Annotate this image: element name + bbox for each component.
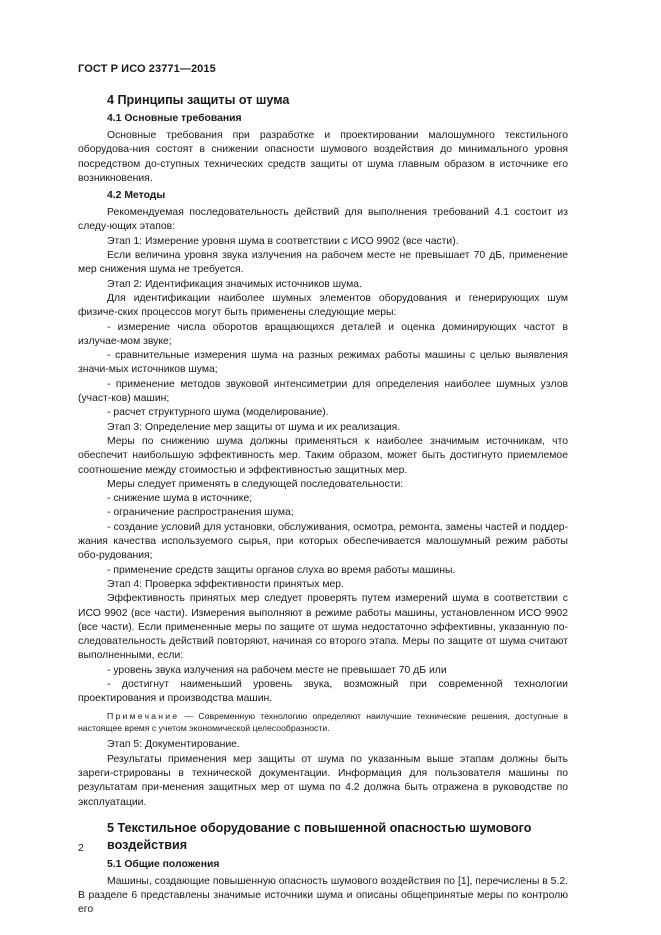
- list-item: - измерение числа оборотов вращающихся деталей и оценка доминирующих частот в излучае-мом звуке;: [78, 321, 568, 347]
- standard-id-header: ГОСТ Р ИСО 23771—2015: [78, 63, 216, 75]
- list-item: - применение методов звуковой интенсиметрии для определения наиболее шумных узлов (участ-ков) машин;: [78, 378, 568, 405]
- list-item: - уровень звука излучения на рабочем месте не превышает 70 дБ или: [107, 664, 447, 676]
- paragraph: Этап 3: Определение мер защиты от шума и их реализация.: [107, 421, 401, 433]
- list-item: - сравнительные измерения шума на разных режимах работы машины с целью выявления значи-мых источников шума;: [78, 350, 568, 376]
- paragraph: Этап 4: Проверка эффективности принятых мер.: [107, 578, 344, 590]
- paragraph: Меры по снижению шума должны применяться к наиболее значимым источникам, что обеспечит наибольшую эффективность мер. Таким образом, может быть достигнуто приемлемое соотношение между стоимостью и эффективностью защитных мер.: [78, 435, 568, 476]
- list-item: - применение средств защиты органов слуха во время работы машины.: [107, 564, 456, 576]
- paragraph: Этап 5: Документирование.: [107, 739, 240, 751]
- list-item: - снижение шума в источнике;: [107, 493, 253, 505]
- section-4-title: 4 Принципы защиты от шума: [107, 93, 290, 107]
- section-5-title-line-1: 5 Текстильное оборудование с повышенной опасностью шумового: [107, 820, 532, 835]
- paragraph: Для идентификации наиболее шумных элементов оборудования и генерирующих шум физиче-ских процессов могут быть применены следующие меры:: [78, 292, 568, 319]
- section-5-title: [107, 820, 568, 854]
- paragraph: Эффективность принятых мер следует проверять путем измерений шума в соответствии с ИСО 9902 (все части). Измерения выполняют в режиме работы машины, установленном ИСО 9902 (все части). Если примененные меры по защите от шума недостаточно эффективны, указанную по-следовательность действий повторяют, начиная со второго этапа. Меры по защите от шума считают выполненными, если:: [78, 593, 568, 662]
- subsection-4-2-title: 4.2 Методы: [107, 190, 166, 202]
- list-item: - расчет структурного шума (моделирование).: [107, 407, 329, 419]
- note-label: Примечание: [107, 710, 180, 721]
- subsection-5-1-title: 5.1 Общие положения: [107, 858, 220, 870]
- note-text: — Современную технологию определяют наилучшие технические решения, доступные в настоящее время с учетом экономической целесообразности.: [78, 710, 568, 733]
- paragraph: Меры следует применять в следующей последовательности:: [107, 478, 404, 490]
- page-content: [78, 92, 568, 918]
- section-5-title-line-2: воздействия: [107, 837, 188, 852]
- paragraph: Результаты применения мер защиты от шума по указанным выше этапам должны быть зареги-стрированы в технической документации. Информация для пользователя машины по результатам при-менения защитных мер от шума по 4.2 должна быть отражена в руководстве по эксплуатации.: [78, 753, 568, 808]
- paragraph: Основные требования при разработке и проектировании малошумного текстильного оборудова-ния состоят в снижении опасности шумового воздействия до минимального уровня посредством до-ступных технических средств защиты от шума главным образом в источнике его возникновения.: [78, 130, 568, 184]
- paragraph: Рекомендуемая последовательность действий для выполнения требований 4.1 состоит из следу-ющих этапов:: [78, 207, 568, 233]
- list-item: - достигнут наименьший уровень звука, возможный при современной технологии проектирования и производства машин.: [78, 678, 568, 705]
- paragraph: Этап 2: Идентификация значимых источников шума.: [107, 278, 362, 290]
- paragraph: Этап 1: Измерение уровня шума в соответствии с ИСО 9902 (все части).: [107, 235, 459, 247]
- list-item: - создание условий для установки, обслуживания, осмотра, ремонта, замены частей и поддер-жания качества используемого сырья, при которых обеспечивается малошумный режим работы обо-рудования;: [78, 521, 568, 562]
- paragraph: Машины, создающие повышенную опасность шумового воздействия по [1], перечислены в 5.2. В разделе 6 представлены значимые источники шума и описаны общепринятые меры по контролю его: [78, 875, 568, 916]
- subsection-4-1-title: 4.1 Основные требования: [107, 113, 242, 124]
- note: [78, 710, 568, 735]
- list-item: - ограничение распространения шума;: [107, 507, 294, 519]
- page-number: 2: [78, 843, 84, 854]
- paragraph: Если величина уровня звука излучения на рабочем месте не превышает 70 дБ, применение мер снижения шума не требуется.: [78, 250, 568, 276]
